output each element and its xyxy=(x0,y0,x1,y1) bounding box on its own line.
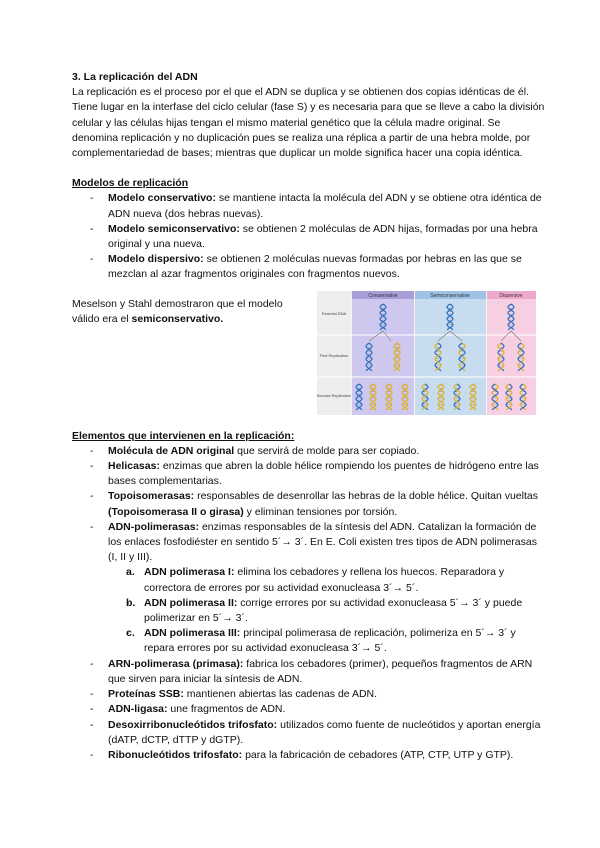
element-original-dna xyxy=(108,444,546,459)
element-term: Topoisomerasas: xyxy=(108,490,195,503)
polymerase-ii xyxy=(126,596,546,626)
models-list xyxy=(72,191,546,282)
polymerase-text: elimina los cebadores y rellena los huecos. Reparadora y correctora de errores por su actividad exonucleasa 3´→ 5´. xyxy=(144,566,505,594)
section-title: 3. La replicación del ADN xyxy=(72,71,198,83)
element-dntps xyxy=(108,718,546,748)
document-page xyxy=(72,70,546,763)
model-term: Modelo conservativo: xyxy=(108,192,216,205)
model-term: Modelo dispersivo: xyxy=(108,253,204,266)
element-term: Helicasas: xyxy=(108,460,160,473)
element-term: ADN-ligasa: xyxy=(108,703,168,716)
element-term: ARN-polimerasa (primasa): xyxy=(108,657,244,670)
element-term: Ribonucleótidos trifosfato: xyxy=(108,748,243,761)
element-dna-polymerases xyxy=(108,520,546,657)
elements-title: Elementos que intervienen en la replicación: xyxy=(72,429,295,442)
figure-row-second: Second Replication xyxy=(317,392,352,398)
polymerase-term: ADN polimerasa III: xyxy=(144,627,241,640)
meselson-text: Meselson y Stahl demostraron que el modelo válido era el xyxy=(72,297,283,325)
element-text: para la fabricación de cebadores (ATP, CTP, UTP y GTP). xyxy=(242,748,514,761)
figure-header-dispersive: Dispersive xyxy=(499,292,523,299)
element-rna-polymerase xyxy=(108,657,546,687)
figure-header-semiconservative: Semiconservative xyxy=(430,292,470,299)
element-dna-ligase xyxy=(108,702,546,717)
figure-row-first: First Replication xyxy=(319,352,349,358)
figure-row-parental: Parental DNA xyxy=(321,310,347,316)
list-marker: - b. xyxy=(126,596,136,609)
model-conservative xyxy=(108,191,546,221)
element-text: responsables de desenrollar las hebras de la doble hélice. Quitan vueltas xyxy=(194,490,538,503)
element-term-2: (Topoisomerasa II o girasa) xyxy=(108,505,244,518)
element-ssb-proteins xyxy=(108,687,546,702)
element-text-2: y eliminan tensiones por torsión. xyxy=(243,505,398,518)
polymerase-i xyxy=(126,565,546,595)
intro-paragraph: La replicación es el proceso por el que el ADN se duplica y se obtienen dos copias idénticas de él. Tiene lugar en la interfase del ciclo celular (fase S) y es necesaria para que se lleve a cabo la división celular y las células hijas tengan el mismo material genético que la célula madre original. Se denomina replicación y no duplicación pues se realiza una réplica a partir de una hebra molde, por complementariedad de bases; mientras que duplicar un molde significa hacer una copia idéntica. xyxy=(72,86,545,160)
model-dispersive xyxy=(108,252,546,282)
meselson-section xyxy=(72,292,546,407)
element-term: Desoxirribonucleótidos trifosfato: xyxy=(108,718,278,731)
meselson-paragraph xyxy=(72,297,298,327)
element-term: Proteínas SSB: xyxy=(108,688,184,701)
elements-list xyxy=(72,444,546,763)
element-text: utilizados como fuente de nucleótidos y aportan energía (dATP, dCTP, dTTP y dGTP). xyxy=(108,718,541,746)
element-text: fabrica los cebadores (primer), pequeños fragmentos de ARN que sirven para iniciar la síntesis de ADN. xyxy=(108,657,533,685)
polymerase-term: ADN polimerasa II: xyxy=(144,596,238,609)
polymerase-iii xyxy=(126,626,546,656)
element-text: enzimas responsables de la síntesis del ADN. Catalizan la formación de los enlaces fosfodiéster en sentido 5´→ 3´. En E. Coli existen tres tipos de ADN polimerasas (I, II y III). xyxy=(108,520,537,564)
figure-header-conservative: Conservative xyxy=(368,292,398,299)
element-text: une fragmentos de ADN. xyxy=(167,703,286,716)
element-term: Molécula de ADN original xyxy=(108,444,235,457)
model-text: se mantiene intacta la molécula del ADN y se obtiene otra idéntica de ADN nueva (dos hebras nuevas). xyxy=(108,192,542,220)
element-text: mantienen abiertas las cadenas de ADN. xyxy=(183,688,378,701)
list-marker: - a. xyxy=(126,566,135,579)
model-term: Modelo semiconservativo: xyxy=(108,222,240,235)
model-text: se obtienen 2 moléculas de ADN hijas, formadas por una hebra original y una nueva. xyxy=(108,222,538,251)
list-marker: - c. xyxy=(126,627,135,640)
element-topoisomerases xyxy=(108,489,546,519)
polymerase-text: principal polimerasa de replicación, polimeriza en 5´→ 3´ y repara errores por su actividad exonucleasa 3´→ 5´. xyxy=(144,627,516,655)
polymerase-list xyxy=(108,565,546,656)
element-term: ADN-polimerasas: xyxy=(108,520,200,533)
model-semiconservative xyxy=(108,222,546,252)
element-text: que servirá de molde para ser copiado. xyxy=(234,444,420,457)
polymerase-text: corrige errores por su actividad exonucleasa 5´→ 3´ y puede polimerizar en 5´→ 3´. xyxy=(144,596,523,625)
element-text: enzimas que abren la doble hélice rompiendo los puentes de hidrógeno entre las bases complementarias. xyxy=(108,460,539,488)
element-helicases xyxy=(108,459,546,489)
element-ntps xyxy=(108,748,546,763)
meselson-bold: semiconservativo. xyxy=(131,312,224,325)
polymerase-term: ADN polimerasa I: xyxy=(144,566,235,579)
replication-models-figure xyxy=(317,291,536,415)
models-title: Modelos de replicación xyxy=(72,177,189,190)
model-text: se obtienen 2 moléculas nuevas formadas por hebras en las que se mezclan al azar fragmentos originales con fragmentos nuevos. xyxy=(108,253,522,281)
